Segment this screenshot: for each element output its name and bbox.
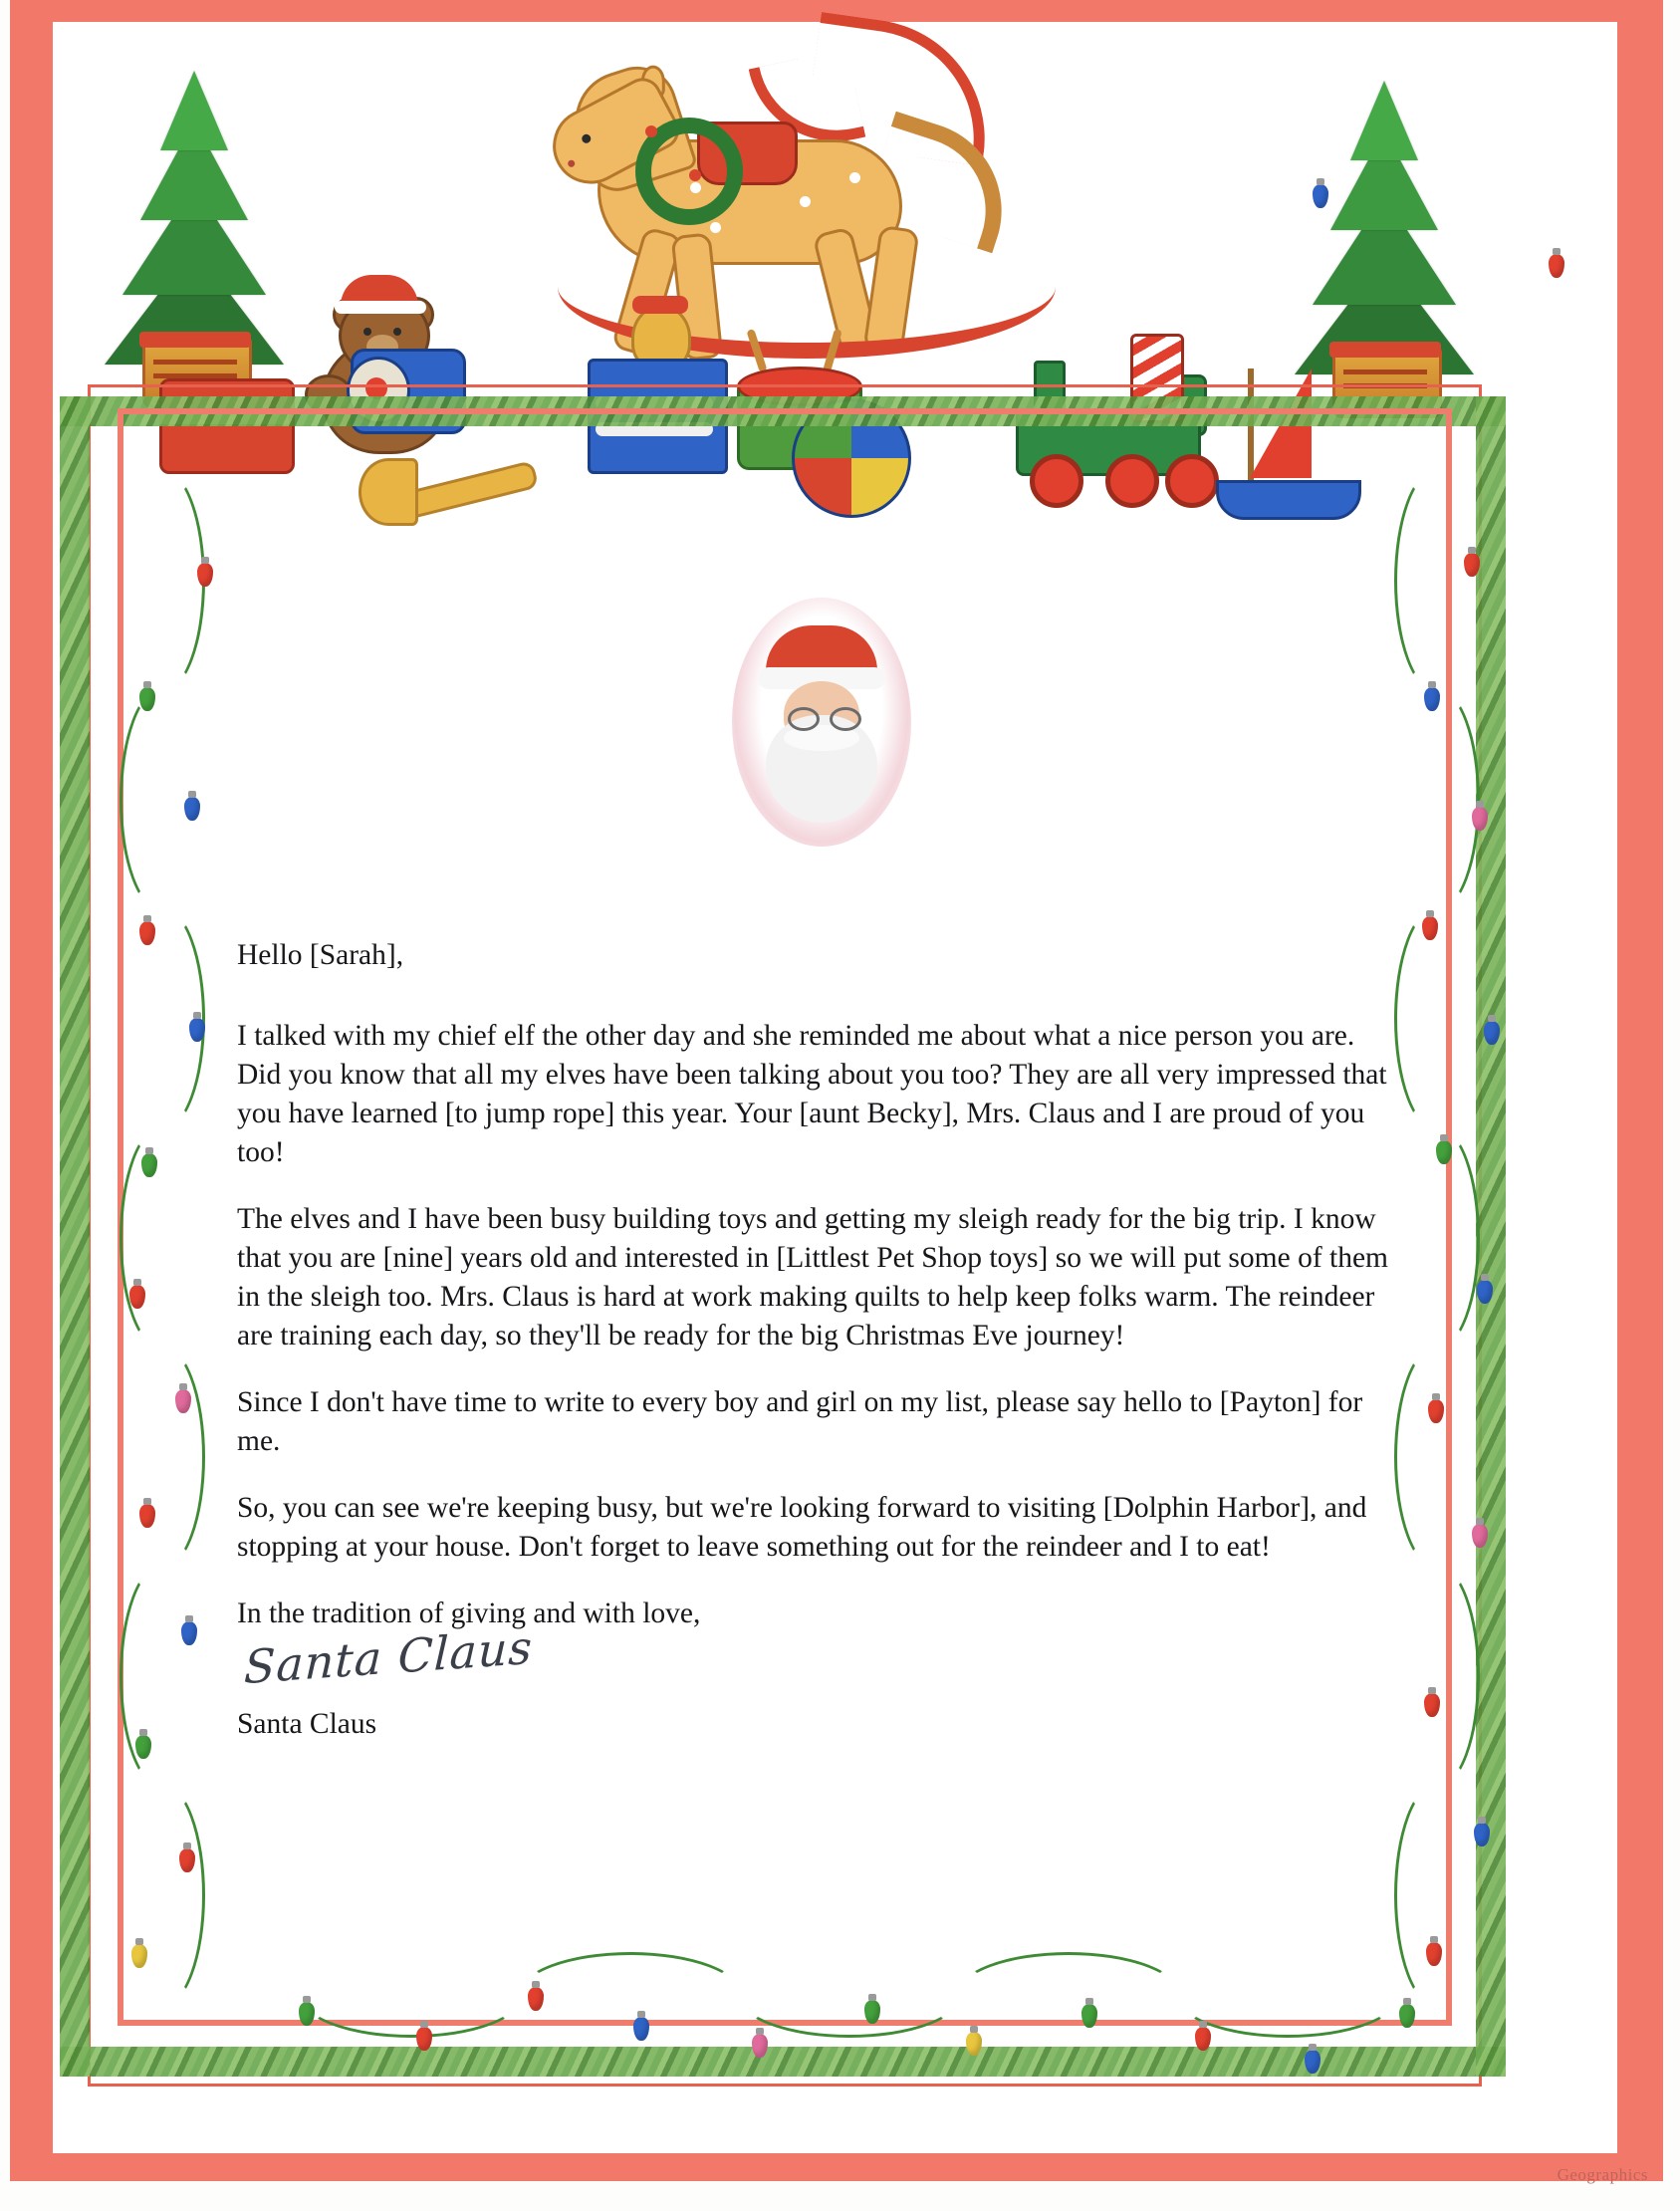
tree-foliage xyxy=(105,66,284,365)
garland-bottom xyxy=(60,2047,1506,2077)
brand-mark: Geographics xyxy=(1557,2165,1648,2184)
signature-script: Santa Claus xyxy=(243,1619,534,1695)
santa-portrait xyxy=(732,598,911,847)
light-wire xyxy=(518,1952,743,2038)
light-wire xyxy=(956,1952,1181,2038)
garland-left xyxy=(60,396,90,2077)
light-wire xyxy=(1175,1952,1400,2038)
trumpet-icon xyxy=(359,428,548,538)
light-wire xyxy=(737,1952,962,2038)
signature-name: Santa Claus xyxy=(237,1708,377,1740)
tree-foliage xyxy=(1295,76,1474,374)
letter-greeting: Hello [Sarah], xyxy=(237,939,404,971)
signature-block xyxy=(237,1619,1392,1746)
letter-paragraph-3: Since I don't have time to write to every boy and girl on my list, please say hello to [Payton] for me. xyxy=(237,1386,1363,1457)
border-rule-top xyxy=(88,384,1482,387)
letter-paragraph-2: The elves and I have been busy building toys and getting my sleigh ready for the big trip. I know that you are [nine] years old and interested in [Littlest Pet Shop toys] so we will put some of them in the sleigh too. Mrs. Claus is hard at work making quilts to help keep folks warm. The reindeer are training each day, so they'll be ready for the big Christmas Eve journey! xyxy=(237,1203,1389,1351)
letter-body xyxy=(237,936,1392,1746)
light-wire xyxy=(120,1564,205,1789)
eyeglasses-icon xyxy=(788,707,820,731)
light-wire xyxy=(299,1952,524,2038)
light-wire xyxy=(120,468,205,693)
letter-paragraph-1: I talked with my chief elf the other day and she reminded me about what a nice person you are. Did you know that all my elves have been talking about you too? They are all very impressed that you have learned [to jump rope] this year. Your [aunt Becky], Mrs. Claus and I are proud of you too! xyxy=(237,1020,1387,1168)
light-wire xyxy=(120,1125,205,1351)
light-wire xyxy=(120,1345,205,1570)
light-wire xyxy=(1394,687,1480,912)
inner-rule-top xyxy=(118,408,1452,414)
light-wire xyxy=(1394,1783,1480,2008)
letter-closing: In the tradition of giving and with love, xyxy=(237,1597,701,1629)
light-wire xyxy=(1394,906,1480,1131)
letter-paragraph-4: So, you can see we're keeping busy, but we're looking forward to visiting [Dolphin Harbor], and stopping at your house. Don't forget to leave something out for the reindeer and I to eat! xyxy=(237,1492,1367,1563)
christmas-tree-right-icon xyxy=(1295,40,1474,418)
sailboat-icon xyxy=(1210,368,1359,528)
light-wire xyxy=(120,1783,205,2008)
toy-drum-gold-icon xyxy=(159,378,289,474)
border-rule-bottom xyxy=(88,2084,1482,2087)
light-wire xyxy=(1394,468,1480,693)
santa-hat-icon xyxy=(341,275,418,311)
eyeglasses-icon xyxy=(830,707,861,731)
light-wire xyxy=(1394,1345,1480,1570)
light-wire xyxy=(1394,1564,1480,1789)
christmas-tree-left-icon xyxy=(105,30,284,408)
